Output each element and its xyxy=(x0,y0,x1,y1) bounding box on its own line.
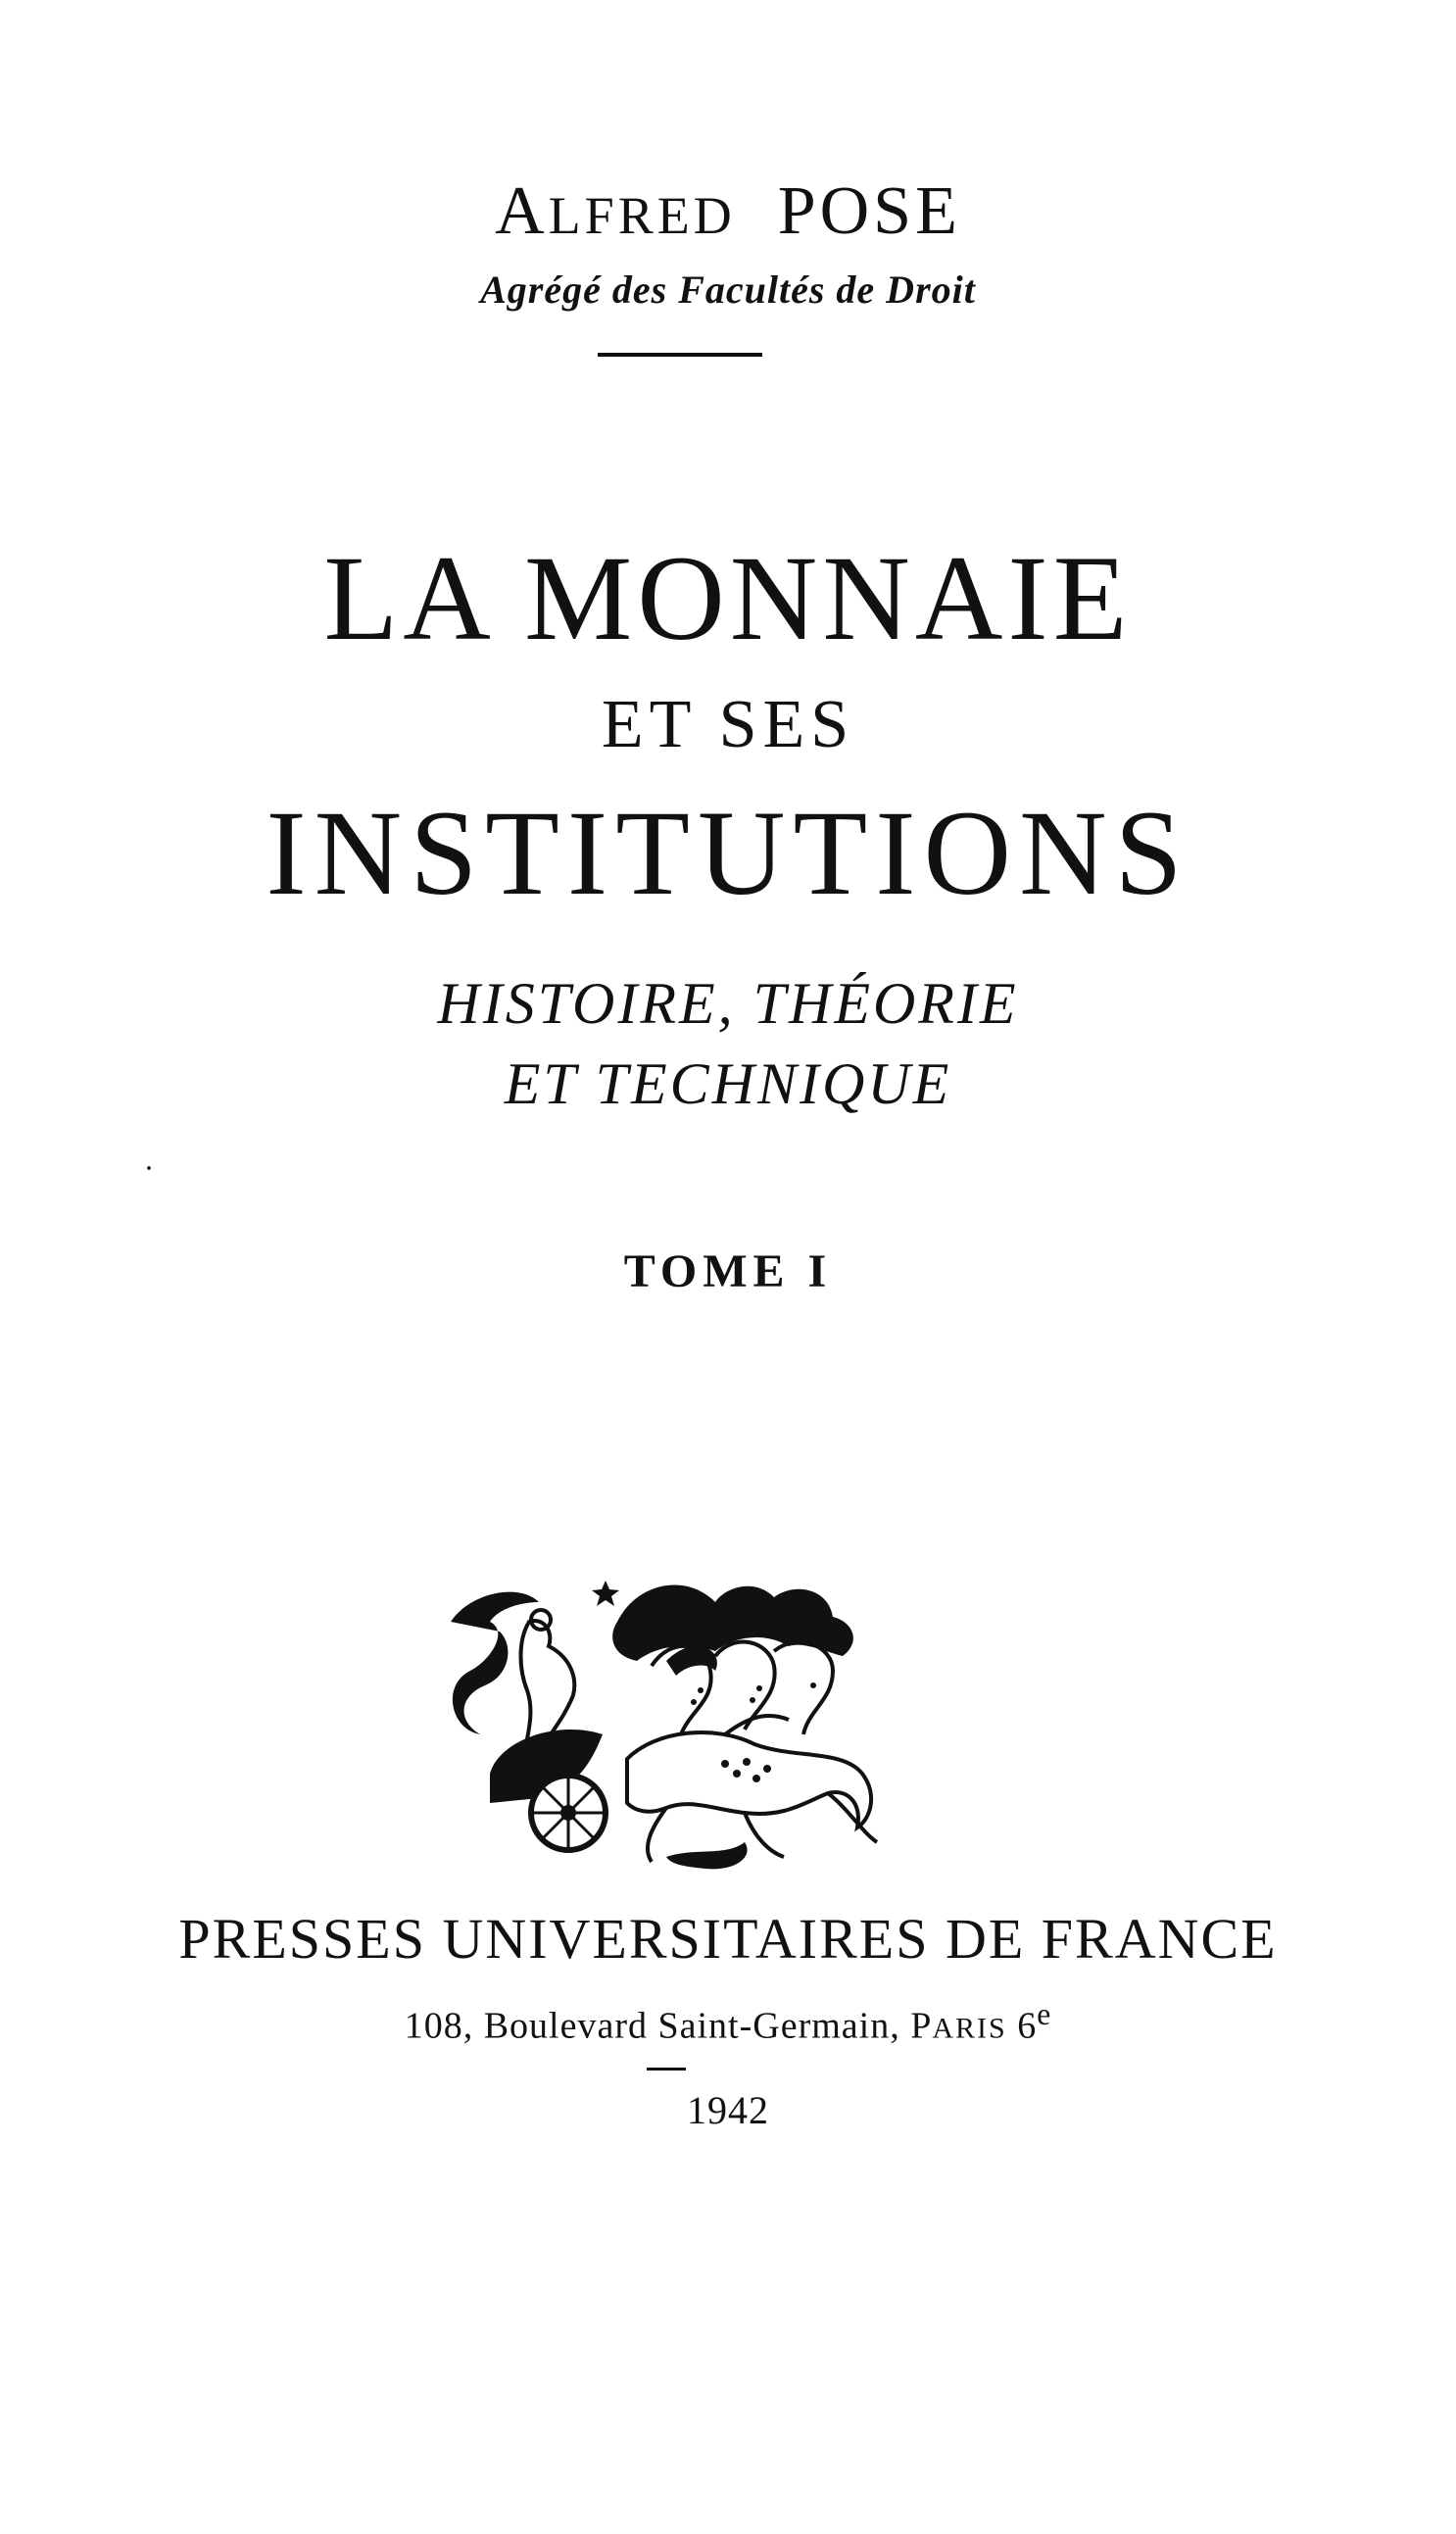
chariot-horses-emblem-icon xyxy=(431,1563,911,1876)
address-city-initial: P xyxy=(910,2005,933,2047)
publication-year: 1942 xyxy=(687,2088,769,2132)
address-arrondissement: 6 xyxy=(1017,2005,1038,2047)
address-city-rest: ARIS xyxy=(932,2012,1007,2045)
scan-speck xyxy=(147,1166,151,1170)
title-line-2: ET SES xyxy=(601,687,855,762)
subtitle-line-1: HISTOIRE, THÉORIE xyxy=(437,971,1019,1036)
address-street: 108, Boulevard Saint-Germain, xyxy=(404,2005,911,2047)
author-first-initial: A xyxy=(495,173,549,249)
year-divider xyxy=(647,2068,686,2071)
author-name xyxy=(0,172,1456,251)
title-line-1: LA MONNAIE xyxy=(323,531,1133,665)
author-affiliation: Agrégé des Facultés de Droit xyxy=(480,268,976,312)
author-divider xyxy=(598,353,762,357)
title-line-3: INSTITUTIONS xyxy=(266,786,1190,920)
author-first-rest: LFRED xyxy=(548,186,736,245)
subtitle-line-2: ET TECHNIQUE xyxy=(504,1051,952,1116)
volume-label: TOME I xyxy=(623,1245,833,1297)
publisher-name: PRESSES UNIVERSITAIRES DE FRANCE xyxy=(178,1907,1278,1971)
publisher-address xyxy=(0,1997,1456,2048)
address-suffix: e xyxy=(1037,1997,1052,2031)
author-last-name: POSE xyxy=(777,173,961,249)
